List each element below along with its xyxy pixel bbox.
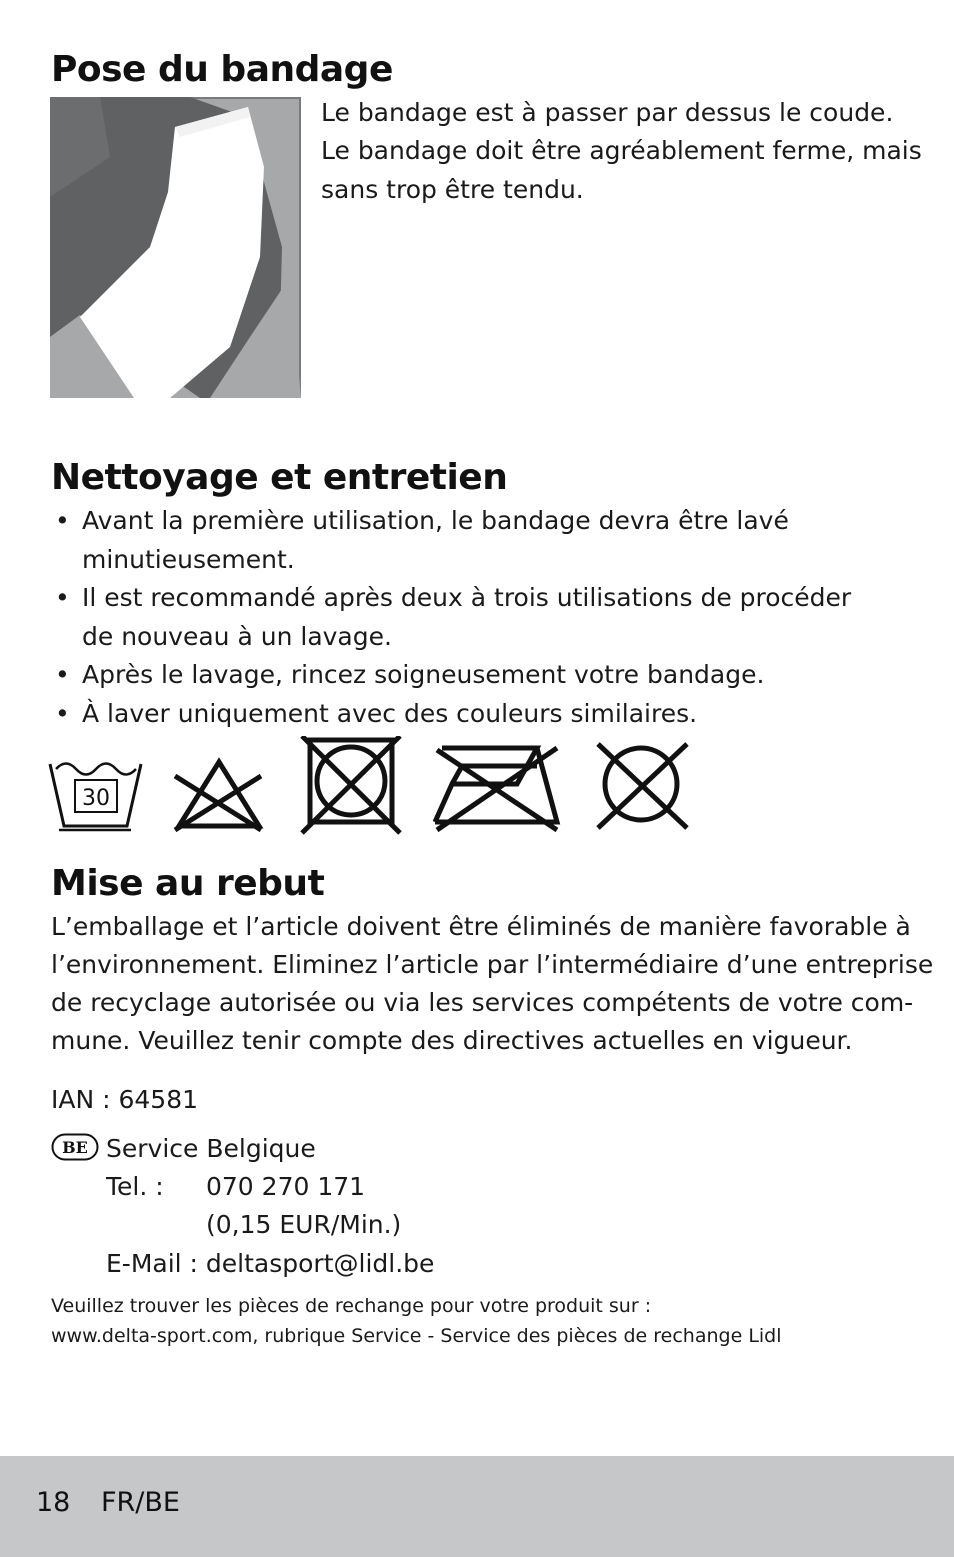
page-number: 18: [36, 1487, 71, 1518]
pose-line-2: Le bandage doit être agréablement ferme, mais: [321, 136, 922, 165]
bullet-text-line: Avant la première utilisation, le bandage devra être lavé: [82, 506, 789, 535]
tel-number: 070 270 171: [206, 1172, 366, 1201]
service-email: E-Mail : deltasport@lidl.be: [106, 1249, 435, 1278]
tel-price: (0,15 EUR/Min.): [206, 1210, 402, 1239]
disposal-line-4: mune. Veuillez tenir compte des directives actuelles en vigueur.: [51, 1026, 853, 1055]
elbow-bandage-illustration: [50, 97, 301, 398]
disposal-line-3: de recyclage autorisée ou via les services compétents de votre com-: [51, 988, 914, 1017]
bullet-icon: •: [55, 506, 70, 535]
bullet-icon: •: [55, 660, 70, 689]
list-item: [51, 656, 911, 695]
list-item: [51, 579, 911, 656]
spare-parts-line-1: Veuillez trouver les pièces de rechange pour votre produit sur :: [51, 1295, 652, 1317]
bullet-text-line: Après le lavage, rincez soigneusement votre bandage.: [82, 660, 765, 689]
wash-30-icon: [50, 764, 141, 831]
cleaning-bullet-list: [51, 502, 911, 733]
tel-label: Tel. :: [106, 1172, 164, 1201]
section-title-cleaning: Nettoyage et entretien: [51, 457, 508, 498]
bullet-text-line: Il est recommandé après deux à trois utilisations de procéder: [82, 583, 852, 612]
bullet-text-line: de nouveau à un lavage.: [82, 621, 392, 651]
no-bleach-icon: [175, 762, 261, 830]
bullet-text-line: À laver uniquement avec des couleurs similaires.: [82, 698, 698, 728]
language-code: FR/BE: [101, 1487, 180, 1518]
country-badge-label: BE: [62, 1138, 88, 1157]
pose-line-1: Le bandage est à passer par dessus le coude.: [321, 98, 894, 127]
no-tumble-dry-icon: [302, 736, 400, 833]
list-item: [51, 502, 911, 579]
service-title: Service Belgique: [106, 1134, 316, 1163]
ian-number: IAN : 64581: [51, 1085, 199, 1114]
section-title-disposal: Mise au rebut: [51, 863, 325, 904]
country-badge-be-icon: [51, 1133, 99, 1161]
wash-temperature-label: 30: [82, 786, 110, 811]
spare-parts-line-2: www.delta-sport.com, rubrique Service - Service des pièces de rechange Lidl: [51, 1325, 782, 1347]
disposal-line-2: l’environnement. Eliminez l’article par l’intermédiaire d’une entreprise: [51, 950, 934, 979]
disposal-line-1: L’emballage et l’article doivent être éliminés de manière favorable à: [51, 912, 911, 941]
pose-line-3: sans trop être tendu.: [321, 175, 584, 204]
no-dry-clean-icon: [598, 744, 687, 828]
no-iron-icon: [435, 748, 557, 830]
section-title-pose: Pose du bandage: [51, 49, 393, 90]
bullet-icon: •: [55, 583, 70, 612]
care-symbols: [47, 736, 697, 836]
bullet-icon: •: [55, 698, 70, 728]
page-footer: [0, 1456, 954, 1557]
list-item: [51, 695, 911, 734]
bullet-text-line: minutieusement.: [82, 544, 295, 574]
